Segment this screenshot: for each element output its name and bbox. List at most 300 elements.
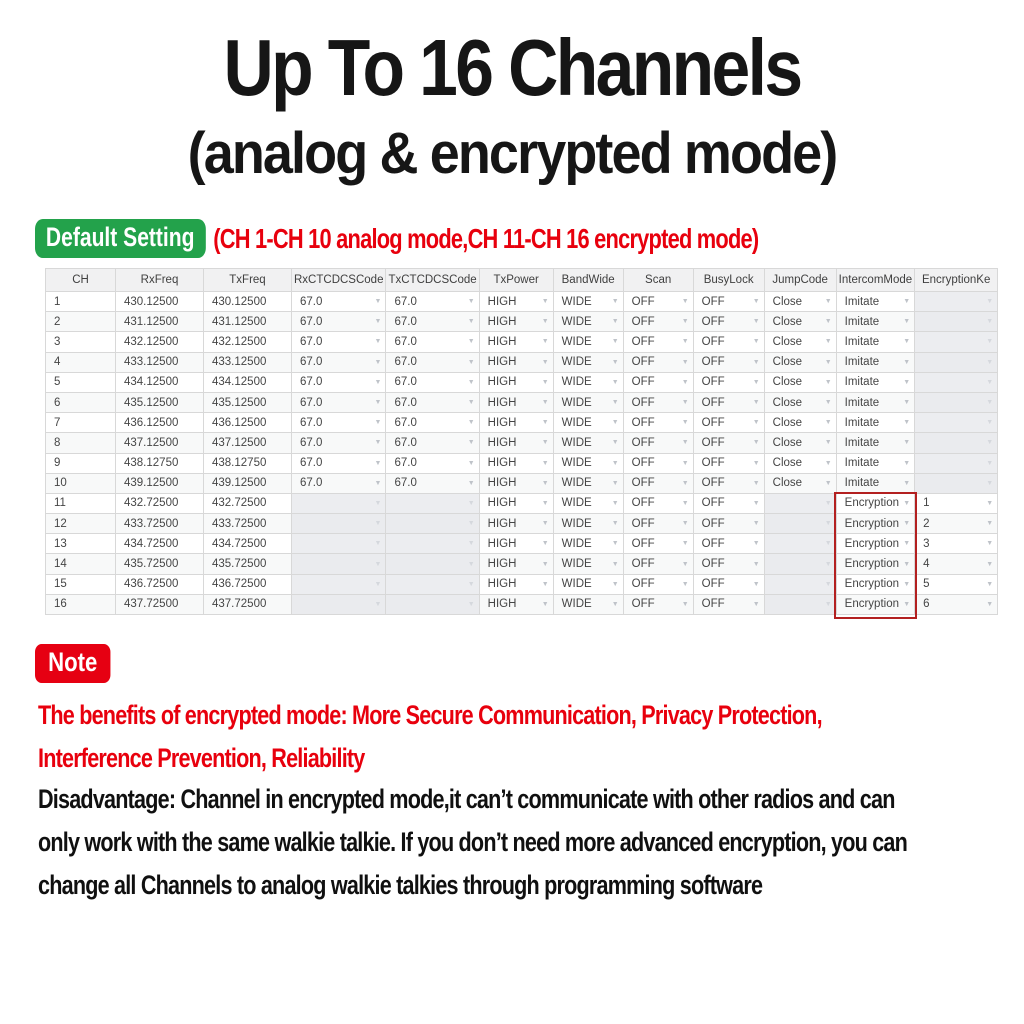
dropdown-arrow-icon: ▼ bbox=[824, 439, 832, 447]
cell-value: OFF bbox=[701, 376, 725, 389]
cell-dropdown[interactable] bbox=[386, 413, 479, 433]
table-row bbox=[46, 574, 998, 594]
cell-dropdown[interactable] bbox=[479, 292, 553, 312]
dropdown-arrow-icon: ▼ bbox=[752, 378, 760, 386]
cell-dropdown[interactable] bbox=[764, 574, 836, 594]
cell-value: OFF bbox=[701, 396, 725, 409]
cell-channel-number: 12 bbox=[46, 514, 116, 534]
cell-value: HIGH bbox=[487, 356, 517, 369]
cell-value: 67.0 bbox=[394, 396, 417, 409]
cell-text[interactable]: 434.72500 bbox=[204, 534, 292, 554]
cell-dropdown[interactable] bbox=[623, 352, 693, 372]
dropdown-arrow-icon: ▼ bbox=[986, 378, 994, 386]
cell-dropdown[interactable] bbox=[915, 312, 998, 332]
cell-text[interactable]: 430.12500 bbox=[116, 292, 204, 312]
cell-text[interactable]: 434.72500 bbox=[116, 534, 204, 554]
cell-dropdown[interactable] bbox=[386, 473, 479, 493]
cell-dropdown[interactable] bbox=[553, 473, 623, 493]
cell-dropdown[interactable] bbox=[386, 514, 479, 534]
cell-dropdown[interactable] bbox=[386, 332, 479, 352]
dropdown-arrow-icon: ▼ bbox=[903, 338, 911, 346]
dropdown-arrow-icon: ▼ bbox=[752, 520, 760, 528]
dropdown-arrow-icon: ▼ bbox=[986, 399, 994, 407]
cell-dropdown[interactable] bbox=[693, 493, 764, 513]
dropdown-arrow-icon: ▼ bbox=[374, 378, 382, 386]
cell-dropdown[interactable] bbox=[553, 534, 623, 554]
cell-dropdown[interactable] bbox=[553, 392, 623, 412]
cell-value: HIGH bbox=[487, 315, 517, 328]
cell-dropdown[interactable] bbox=[693, 514, 764, 534]
cell-dropdown[interactable] bbox=[553, 453, 623, 473]
cell-dropdown[interactable] bbox=[764, 534, 836, 554]
cell-dropdown[interactable] bbox=[479, 332, 553, 352]
cell-dropdown[interactable] bbox=[836, 473, 915, 493]
cell-dropdown[interactable] bbox=[836, 453, 915, 473]
page-title: Up To 16 Channels bbox=[223, 23, 801, 112]
cell-dropdown[interactable] bbox=[915, 574, 998, 594]
cell-dropdown[interactable] bbox=[479, 514, 553, 534]
disadvantage-line: Disadvantage: Channel in encrypted mode,it can’t communicate with other radios and can bbox=[38, 784, 895, 814]
disadvantage-line: only work with the same walkie talkie. If you don’t need more advanced encryption, you can bbox=[38, 827, 908, 857]
table-row bbox=[46, 493, 998, 513]
cell-dropdown[interactable] bbox=[623, 554, 693, 574]
cell-value: OFF bbox=[631, 457, 655, 470]
cell-dropdown[interactable] bbox=[836, 413, 915, 433]
cell-value: OFF bbox=[631, 436, 655, 449]
cell-dropdown[interactable] bbox=[623, 372, 693, 392]
dropdown-arrow-icon: ▼ bbox=[541, 399, 549, 407]
cell-dropdown[interactable] bbox=[553, 292, 623, 312]
cell-value: HIGH bbox=[487, 416, 517, 429]
cell-text[interactable]: 432.12500 bbox=[116, 332, 204, 352]
cell-dropdown[interactable] bbox=[623, 292, 693, 312]
cell-value: OFF bbox=[701, 537, 725, 550]
cell-text[interactable]: 434.12500 bbox=[116, 372, 204, 392]
dropdown-arrow-icon: ▼ bbox=[752, 439, 760, 447]
cell-dropdown[interactable] bbox=[479, 493, 553, 513]
cell-dropdown[interactable] bbox=[386, 574, 479, 594]
dropdown-arrow-icon: ▼ bbox=[986, 338, 994, 346]
cell-dropdown[interactable] bbox=[836, 352, 915, 372]
cell-value: WIDE bbox=[561, 558, 592, 571]
cell-dropdown[interactable] bbox=[553, 493, 623, 513]
cell-dropdown[interactable] bbox=[386, 372, 479, 392]
cell-dropdown[interactable] bbox=[479, 372, 553, 392]
dropdown-arrow-icon: ▼ bbox=[903, 560, 911, 568]
cell-dropdown[interactable] bbox=[386, 292, 479, 312]
cell-dropdown[interactable] bbox=[479, 392, 553, 412]
cell-channel-number: 1 bbox=[46, 292, 116, 312]
cell-dropdown[interactable] bbox=[386, 433, 479, 453]
table-row bbox=[46, 372, 998, 392]
dropdown-arrow-icon: ▼ bbox=[986, 560, 994, 568]
cell-dropdown[interactable] bbox=[836, 312, 915, 332]
cell-dropdown[interactable] bbox=[915, 514, 998, 534]
dropdown-arrow-icon: ▼ bbox=[541, 459, 549, 467]
cell-dropdown[interactable] bbox=[623, 392, 693, 412]
cell-dropdown[interactable] bbox=[693, 453, 764, 473]
cell-value: Close bbox=[772, 436, 803, 449]
dropdown-arrow-icon: ▼ bbox=[681, 479, 689, 487]
cell-value: HIGH bbox=[487, 396, 517, 409]
cell-text[interactable]: 438.12750 bbox=[204, 453, 292, 473]
cell-value: WIDE bbox=[561, 477, 592, 490]
dropdown-arrow-icon: ▼ bbox=[611, 399, 619, 407]
column-header: JumpCode bbox=[764, 269, 836, 292]
cell-text[interactable]: 435.12500 bbox=[204, 392, 292, 412]
cell-dropdown[interactable] bbox=[693, 534, 764, 554]
dropdown-arrow-icon: ▼ bbox=[541, 358, 549, 366]
cell-text[interactable]: 436.72500 bbox=[204, 574, 292, 594]
dropdown-arrow-icon: ▼ bbox=[681, 520, 689, 528]
dropdown-arrow-icon: ▼ bbox=[611, 479, 619, 487]
cell-dropdown[interactable] bbox=[553, 594, 623, 614]
cell-dropdown[interactable] bbox=[836, 574, 915, 594]
cell-dropdown[interactable] bbox=[764, 372, 836, 392]
cell-dropdown[interactable] bbox=[764, 594, 836, 614]
dropdown-arrow-icon: ▼ bbox=[467, 358, 475, 366]
cell-text[interactable]: 435.72500 bbox=[116, 554, 204, 574]
cell-text[interactable]: 432.72500 bbox=[204, 493, 292, 513]
dropdown-arrow-icon: ▼ bbox=[541, 338, 549, 346]
cell-dropdown[interactable] bbox=[836, 594, 915, 614]
cell-dropdown[interactable] bbox=[915, 372, 998, 392]
dropdown-arrow-icon: ▼ bbox=[903, 378, 911, 386]
cell-dropdown[interactable] bbox=[292, 312, 386, 332]
cell-value: WIDE bbox=[561, 335, 592, 348]
cell-value: OFF bbox=[631, 315, 655, 328]
cell-dropdown[interactable] bbox=[292, 473, 386, 493]
dropdown-arrow-icon: ▼ bbox=[467, 338, 475, 346]
cell-value: Imitate bbox=[844, 436, 880, 449]
table-row bbox=[46, 413, 998, 433]
cell-dropdown[interactable] bbox=[915, 493, 998, 513]
cell-dropdown[interactable] bbox=[915, 594, 998, 614]
dropdown-arrow-icon: ▼ bbox=[824, 600, 832, 608]
cell-dropdown[interactable] bbox=[479, 473, 553, 493]
cell-dropdown[interactable] bbox=[479, 352, 553, 372]
cell-dropdown[interactable] bbox=[764, 554, 836, 574]
cell-dropdown[interactable] bbox=[386, 392, 479, 412]
dropdown-arrow-icon: ▼ bbox=[541, 600, 549, 608]
cell-dropdown[interactable] bbox=[292, 392, 386, 412]
cell-value: OFF bbox=[701, 436, 725, 449]
cell-dropdown[interactable] bbox=[386, 554, 479, 574]
cell-dropdown[interactable] bbox=[915, 534, 998, 554]
cell-value: WIDE bbox=[561, 578, 592, 591]
cell-dropdown[interactable] bbox=[292, 332, 386, 352]
dropdown-arrow-icon: ▼ bbox=[374, 600, 382, 608]
dropdown-arrow-icon: ▼ bbox=[681, 338, 689, 346]
cell-dropdown[interactable] bbox=[553, 352, 623, 372]
cell-value: OFF bbox=[631, 416, 655, 429]
cell-dropdown[interactable] bbox=[693, 594, 764, 614]
dropdown-arrow-icon: ▼ bbox=[374, 439, 382, 447]
dropdown-arrow-icon: ▼ bbox=[611, 499, 619, 507]
cell-dropdown[interactable] bbox=[836, 392, 915, 412]
dropdown-arrow-icon: ▼ bbox=[374, 419, 382, 427]
cell-dropdown[interactable] bbox=[553, 372, 623, 392]
cell-dropdown[interactable] bbox=[623, 433, 693, 453]
cell-value: HIGH bbox=[487, 537, 517, 550]
cell-text[interactable]: 436.72500 bbox=[116, 574, 204, 594]
table-row bbox=[46, 514, 998, 534]
cell-dropdown[interactable] bbox=[479, 433, 553, 453]
cell-dropdown[interactable] bbox=[836, 332, 915, 352]
cell-dropdown[interactable] bbox=[764, 413, 836, 433]
cell-dropdown[interactable] bbox=[386, 493, 479, 513]
dropdown-arrow-icon: ▼ bbox=[986, 499, 994, 507]
cell-dropdown[interactable] bbox=[553, 574, 623, 594]
cell-channel-number: 5 bbox=[46, 372, 116, 392]
table-row bbox=[46, 312, 998, 332]
cell-dropdown[interactable] bbox=[623, 534, 693, 554]
cell-text[interactable]: 437.12500 bbox=[116, 433, 204, 453]
cell-value: 67.0 bbox=[300, 416, 323, 429]
cell-text[interactable]: 433.72500 bbox=[204, 514, 292, 534]
cell-dropdown[interactable] bbox=[623, 453, 693, 473]
cell-text[interactable]: 433.72500 bbox=[116, 514, 204, 534]
cell-dropdown[interactable] bbox=[553, 413, 623, 433]
cell-value: OFF bbox=[631, 558, 655, 571]
cell-dropdown[interactable] bbox=[479, 413, 553, 433]
cell-dropdown[interactable] bbox=[553, 332, 623, 352]
cell-dropdown[interactable] bbox=[764, 493, 836, 513]
dropdown-arrow-icon: ▼ bbox=[986, 419, 994, 427]
cell-dropdown[interactable] bbox=[693, 352, 764, 372]
cell-dropdown[interactable] bbox=[623, 514, 693, 534]
cell-value: Encryption bbox=[844, 517, 899, 530]
cell-value: OFF bbox=[631, 537, 655, 550]
cell-channel-number: 6 bbox=[46, 392, 116, 412]
dropdown-arrow-icon: ▼ bbox=[824, 358, 832, 366]
dropdown-arrow-icon: ▼ bbox=[681, 318, 689, 326]
cell-dropdown[interactable] bbox=[623, 413, 693, 433]
cell-value: OFF bbox=[701, 416, 725, 429]
dropdown-arrow-icon: ▼ bbox=[611, 540, 619, 548]
cell-value: OFF bbox=[631, 517, 655, 530]
cell-dropdown[interactable] bbox=[292, 352, 386, 372]
cell-dropdown[interactable] bbox=[292, 554, 386, 574]
cell-text[interactable]: 437.12500 bbox=[204, 433, 292, 453]
cell-dropdown[interactable] bbox=[292, 574, 386, 594]
cell-dropdown[interactable] bbox=[292, 594, 386, 614]
cell-channel-number: 4 bbox=[46, 352, 116, 372]
cell-dropdown[interactable] bbox=[915, 473, 998, 493]
dropdown-arrow-icon: ▼ bbox=[541, 318, 549, 326]
cell-value: Encryption bbox=[844, 537, 899, 550]
dropdown-arrow-icon: ▼ bbox=[681, 499, 689, 507]
cell-dropdown[interactable] bbox=[764, 473, 836, 493]
dropdown-arrow-icon: ▼ bbox=[903, 399, 911, 407]
cell-text[interactable]: 432.72500 bbox=[116, 493, 204, 513]
cell-dropdown[interactable] bbox=[292, 534, 386, 554]
cell-dropdown[interactable] bbox=[479, 312, 553, 332]
note-badge: Note bbox=[35, 644, 110, 683]
cell-value: OFF bbox=[631, 477, 655, 490]
cell-value: 5 bbox=[923, 578, 930, 591]
cell-value: Close bbox=[772, 457, 803, 470]
cell-dropdown[interactable] bbox=[836, 372, 915, 392]
cell-text[interactable]: 433.12500 bbox=[204, 352, 292, 372]
cell-value: 1 bbox=[923, 497, 930, 510]
cell-dropdown[interactable] bbox=[553, 554, 623, 574]
cell-value: OFF bbox=[701, 335, 725, 348]
cell-dropdown[interactable] bbox=[479, 594, 553, 614]
cell-dropdown[interactable] bbox=[292, 413, 386, 433]
cell-dropdown[interactable] bbox=[764, 312, 836, 332]
cell-dropdown[interactable] bbox=[764, 352, 836, 372]
cell-value: WIDE bbox=[561, 517, 592, 530]
cell-text[interactable]: 430.12500 bbox=[204, 292, 292, 312]
cell-value: Encryption bbox=[844, 558, 899, 571]
cell-dropdown[interactable] bbox=[693, 372, 764, 392]
cell-dropdown[interactable] bbox=[386, 352, 479, 372]
cell-dropdown[interactable] bbox=[915, 554, 998, 574]
cell-dropdown[interactable] bbox=[292, 372, 386, 392]
cell-dropdown[interactable] bbox=[292, 292, 386, 312]
cell-text[interactable]: 433.12500 bbox=[116, 352, 204, 372]
cell-value: 67.0 bbox=[300, 356, 323, 369]
cell-dropdown[interactable] bbox=[693, 433, 764, 453]
cell-dropdown[interactable] bbox=[693, 574, 764, 594]
cell-dropdown[interactable] bbox=[386, 594, 479, 614]
cell-dropdown[interactable] bbox=[764, 292, 836, 312]
cell-dropdown[interactable] bbox=[836, 534, 915, 554]
cell-dropdown[interactable] bbox=[693, 473, 764, 493]
cell-channel-number: 15 bbox=[46, 574, 116, 594]
cell-dropdown[interactable] bbox=[836, 493, 915, 513]
cell-dropdown[interactable] bbox=[479, 453, 553, 473]
column-header: TxCTCDCSCode bbox=[386, 269, 479, 292]
cell-dropdown[interactable] bbox=[553, 433, 623, 453]
cell-dropdown[interactable] bbox=[764, 392, 836, 412]
cell-text[interactable]: 435.72500 bbox=[204, 554, 292, 574]
header-row bbox=[46, 269, 998, 292]
dropdown-arrow-icon: ▼ bbox=[681, 298, 689, 306]
cell-dropdown[interactable] bbox=[915, 453, 998, 473]
cell-dropdown[interactable] bbox=[693, 292, 764, 312]
cell-text[interactable]: 431.12500 bbox=[116, 312, 204, 332]
cell-dropdown[interactable] bbox=[623, 332, 693, 352]
cell-dropdown[interactable] bbox=[693, 413, 764, 433]
cell-value: 67.0 bbox=[394, 295, 417, 308]
cell-dropdown[interactable] bbox=[386, 453, 479, 473]
cell-value: Close bbox=[772, 295, 803, 308]
dropdown-arrow-icon: ▼ bbox=[903, 419, 911, 427]
cell-text[interactable]: 439.12500 bbox=[116, 473, 204, 493]
cell-dropdown[interactable] bbox=[479, 554, 553, 574]
cell-dropdown[interactable] bbox=[693, 554, 764, 574]
dropdown-arrow-icon: ▼ bbox=[903, 358, 911, 366]
cell-dropdown[interactable] bbox=[764, 433, 836, 453]
cell-dropdown[interactable] bbox=[386, 534, 479, 554]
cell-dropdown[interactable] bbox=[764, 514, 836, 534]
cell-dropdown[interactable] bbox=[292, 514, 386, 534]
cell-text[interactable]: 439.12500 bbox=[204, 473, 292, 493]
cell-dropdown[interactable] bbox=[623, 312, 693, 332]
cell-text[interactable]: 431.12500 bbox=[204, 312, 292, 332]
cell-value: 67.0 bbox=[394, 436, 417, 449]
dropdown-arrow-icon: ▼ bbox=[467, 459, 475, 467]
cell-dropdown[interactable] bbox=[764, 332, 836, 352]
cell-channel-number: 10 bbox=[46, 473, 116, 493]
dropdown-arrow-icon: ▼ bbox=[374, 479, 382, 487]
cell-dropdown[interactable] bbox=[623, 594, 693, 614]
cell-value: 67.0 bbox=[300, 295, 323, 308]
cell-dropdown[interactable] bbox=[292, 433, 386, 453]
cell-text[interactable]: 437.72500 bbox=[116, 594, 204, 614]
cell-text[interactable]: 435.12500 bbox=[116, 392, 204, 412]
cell-dropdown[interactable] bbox=[553, 312, 623, 332]
cell-value: WIDE bbox=[561, 315, 592, 328]
cell-value: Close bbox=[772, 356, 803, 369]
dropdown-arrow-icon: ▼ bbox=[903, 439, 911, 447]
cell-dropdown[interactable] bbox=[386, 312, 479, 332]
cell-dropdown[interactable] bbox=[915, 352, 998, 372]
dropdown-arrow-icon: ▼ bbox=[752, 419, 760, 427]
cell-value: OFF bbox=[631, 295, 655, 308]
cell-text[interactable]: 437.72500 bbox=[204, 594, 292, 614]
cell-dropdown[interactable] bbox=[292, 453, 386, 473]
cell-dropdown[interactable] bbox=[623, 493, 693, 513]
cell-dropdown[interactable] bbox=[836, 433, 915, 453]
cell-dropdown[interactable] bbox=[623, 574, 693, 594]
cell-dropdown[interactable] bbox=[836, 554, 915, 574]
cell-value: Close bbox=[772, 376, 803, 389]
cell-dropdown[interactable] bbox=[623, 473, 693, 493]
table-row bbox=[46, 594, 998, 614]
cell-text[interactable]: 436.12500 bbox=[204, 413, 292, 433]
column-header: TxPower bbox=[479, 269, 553, 292]
cell-dropdown[interactable] bbox=[693, 392, 764, 412]
cell-value: HIGH bbox=[487, 497, 517, 510]
cell-channel-number: 8 bbox=[46, 433, 116, 453]
dropdown-arrow-icon: ▼ bbox=[467, 560, 475, 568]
cell-dropdown[interactable] bbox=[764, 453, 836, 473]
cell-value: OFF bbox=[701, 457, 725, 470]
cell-value: WIDE bbox=[561, 497, 592, 510]
cell-dropdown[interactable] bbox=[693, 312, 764, 332]
dropdown-arrow-icon: ▼ bbox=[374, 298, 382, 306]
cell-value: 3 bbox=[923, 537, 930, 550]
cell-dropdown[interactable] bbox=[915, 413, 998, 433]
cell-value: Imitate bbox=[844, 315, 880, 328]
dropdown-arrow-icon: ▼ bbox=[374, 560, 382, 568]
cell-dropdown[interactable] bbox=[553, 514, 623, 534]
cell-dropdown[interactable] bbox=[836, 292, 915, 312]
dropdown-arrow-icon: ▼ bbox=[986, 439, 994, 447]
cell-dropdown[interactable] bbox=[693, 332, 764, 352]
cell-dropdown[interactable] bbox=[836, 514, 915, 534]
cell-dropdown[interactable] bbox=[292, 493, 386, 513]
cell-text[interactable]: 438.12750 bbox=[116, 453, 204, 473]
cell-dropdown[interactable] bbox=[479, 534, 553, 554]
cell-text[interactable]: 434.12500 bbox=[204, 372, 292, 392]
cell-text[interactable]: 432.12500 bbox=[204, 332, 292, 352]
dropdown-arrow-icon: ▼ bbox=[752, 358, 760, 366]
cell-dropdown[interactable] bbox=[915, 433, 998, 453]
column-header: BusyLock bbox=[693, 269, 764, 292]
cell-dropdown[interactable] bbox=[915, 392, 998, 412]
cell-dropdown[interactable] bbox=[915, 332, 998, 352]
cell-text[interactable]: 436.12500 bbox=[116, 413, 204, 433]
cell-dropdown[interactable] bbox=[479, 574, 553, 594]
cell-value: 2 bbox=[923, 517, 930, 530]
cell-channel-number: 14 bbox=[46, 554, 116, 574]
channel-table-wrapper bbox=[45, 268, 998, 615]
cell-dropdown[interactable] bbox=[915, 292, 998, 312]
